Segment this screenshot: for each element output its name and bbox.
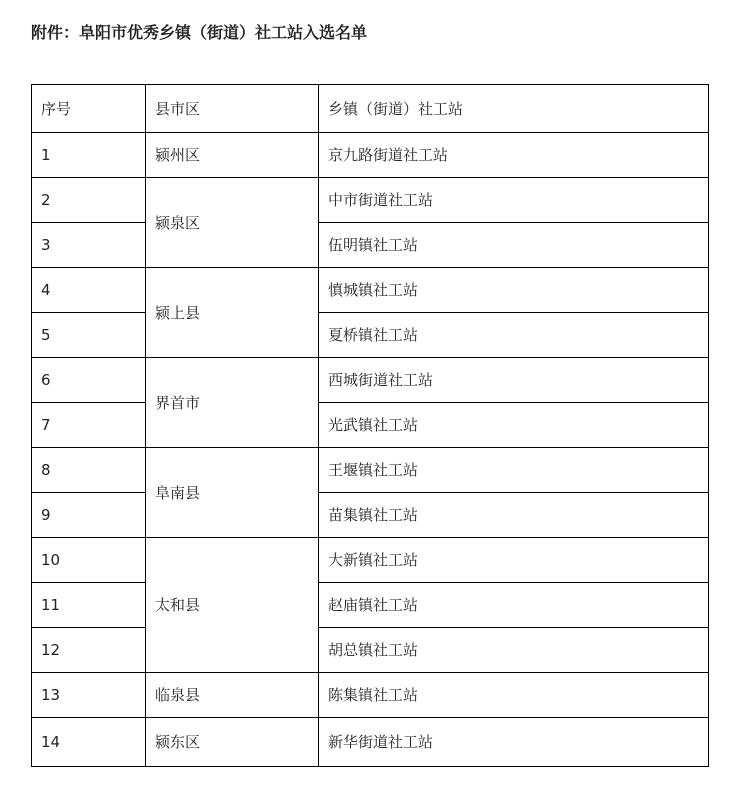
serial-cell: 9 bbox=[32, 493, 146, 538]
station-cell: 大新镇社工站 bbox=[319, 538, 709, 583]
table-row bbox=[32, 493, 709, 538]
header-serial: 序号 bbox=[32, 85, 146, 133]
station-cell: 伍明镇社工站 bbox=[319, 223, 709, 268]
serial-cell: 4 bbox=[32, 268, 146, 313]
header-station: 乡镇（街道）社工站 bbox=[319, 85, 709, 133]
county-cell: 颍泉区 bbox=[146, 178, 319, 268]
table-row bbox=[32, 358, 709, 403]
station-cell: 胡总镇社工站 bbox=[319, 628, 709, 673]
serial-cell: 14 bbox=[32, 718, 146, 767]
table-row bbox=[32, 403, 709, 448]
county-cell: 界首市 bbox=[146, 358, 319, 448]
serial-cell: 7 bbox=[32, 403, 146, 448]
station-cell: 赵庙镇社工站 bbox=[319, 583, 709, 628]
station-cell: 慎城镇社工站 bbox=[319, 268, 709, 313]
station-cell: 新华街道社工站 bbox=[319, 718, 709, 767]
county-cell: 颍东区 bbox=[146, 718, 319, 767]
serial-cell: 8 bbox=[32, 448, 146, 493]
header-county: 县市区 bbox=[146, 85, 319, 133]
station-cell: 陈集镇社工站 bbox=[319, 673, 709, 718]
station-cell: 京九路街道社工站 bbox=[319, 133, 709, 178]
table-row bbox=[32, 223, 709, 268]
table-row bbox=[32, 583, 709, 628]
county-cell: 颍上县 bbox=[146, 268, 319, 358]
table-row bbox=[32, 673, 709, 718]
county-cell: 临泉县 bbox=[146, 673, 319, 718]
county-cell: 颍州区 bbox=[146, 133, 319, 178]
station-cell: 王堰镇社工站 bbox=[319, 448, 709, 493]
selection-table bbox=[31, 84, 709, 767]
table-row bbox=[32, 268, 709, 313]
station-cell: 夏桥镇社工站 bbox=[319, 313, 709, 358]
station-cell: 中市街道社工站 bbox=[319, 178, 709, 223]
serial-cell: 5 bbox=[32, 313, 146, 358]
table-row bbox=[32, 178, 709, 223]
county-cell: 太和县 bbox=[146, 538, 319, 673]
station-cell: 光武镇社工站 bbox=[319, 403, 709, 448]
table-row bbox=[32, 313, 709, 358]
table-body bbox=[32, 85, 709, 767]
serial-cell: 10 bbox=[32, 538, 146, 583]
table-row bbox=[32, 538, 709, 583]
table-row bbox=[32, 718, 709, 767]
table-row bbox=[32, 628, 709, 673]
station-cell: 西城街道社工站 bbox=[319, 358, 709, 403]
serial-cell: 12 bbox=[32, 628, 146, 673]
station-cell: 苗集镇社工站 bbox=[319, 493, 709, 538]
table-row bbox=[32, 448, 709, 493]
serial-cell: 3 bbox=[32, 223, 146, 268]
table-row bbox=[32, 133, 709, 178]
county-cell: 阜南县 bbox=[146, 448, 319, 538]
table-header-row bbox=[32, 85, 709, 133]
serial-cell: 6 bbox=[32, 358, 146, 403]
document-title: 附件：阜阳市优秀乡镇（街道）社工站入选名单 bbox=[31, 23, 368, 42]
serial-cell: 1 bbox=[32, 133, 146, 178]
serial-cell: 11 bbox=[32, 583, 146, 628]
serial-cell: 13 bbox=[32, 673, 146, 718]
serial-cell: 2 bbox=[32, 178, 146, 223]
